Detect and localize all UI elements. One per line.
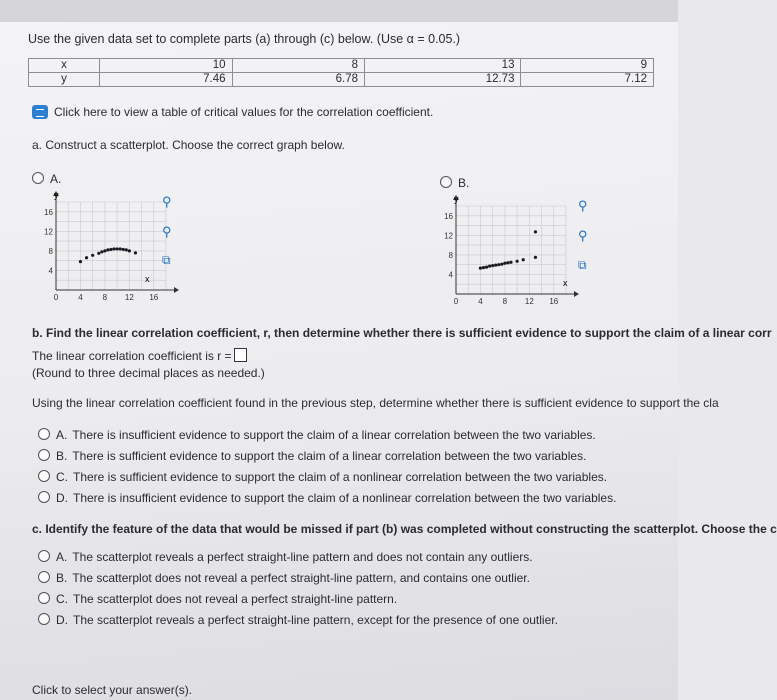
data-point xyxy=(122,248,125,251)
radio-icon[interactable] xyxy=(38,470,50,482)
data-point xyxy=(485,266,488,269)
top-bar xyxy=(0,0,678,22)
option-letter: B. xyxy=(56,571,68,585)
data-point xyxy=(128,249,131,252)
table-icon xyxy=(32,105,48,119)
option-text: There is sufficient evidence to support the claim of a linear correlation between the two variables. xyxy=(72,449,587,463)
table-row-x xyxy=(29,59,654,73)
data-point xyxy=(522,258,525,261)
table-cell: 8 xyxy=(232,59,365,73)
enlarge-icon[interactable]: ⧉ xyxy=(162,253,171,267)
x-tick-label: 4 xyxy=(478,297,483,306)
radio-icon[interactable] xyxy=(38,449,50,461)
footer-instruction: Click to select your answer(s). xyxy=(32,683,193,697)
y-tick-label: 16 xyxy=(444,211,453,221)
part-b-using-text: Using the linear correlation coefficient found in the previous step, determine whether there is sufficient evidence to support the cla xyxy=(32,396,719,410)
r-label: The linear correlation coefficient is r = xyxy=(32,349,232,363)
table-cell: 12.73 xyxy=(365,73,521,87)
option-text: The scatterplot does not reveal a perfect straight-line pattern. xyxy=(73,592,398,606)
x-header: x xyxy=(29,59,100,73)
data-point xyxy=(119,247,122,250)
option-b-graph-radio[interactable] xyxy=(440,176,469,190)
x-axis-arrow xyxy=(174,287,179,293)
part-a-text: a. Construct a scatterplot. Choose the correct graph below. xyxy=(32,138,345,152)
scatterplot-a xyxy=(30,192,190,312)
x-tick-label: 8 xyxy=(102,293,108,302)
part-c-option-a[interactable] xyxy=(38,550,533,564)
y-tick-label: 16 xyxy=(44,207,53,217)
part-c-text: c. Identify the feature of the data that would be missed if part (b) was completed without constructing the scatterplot. Choose the c xyxy=(32,522,777,536)
question-prompt: Use the given data set to complete parts (a) through (c) below. (Use α = 0.05.) xyxy=(28,32,461,46)
data-point xyxy=(534,230,537,233)
data-point xyxy=(134,251,137,254)
data-table xyxy=(28,58,654,87)
option-letter: C. xyxy=(56,592,68,606)
radio-icon[interactable] xyxy=(38,613,50,625)
table-cell: 7.46 xyxy=(100,73,233,87)
zoom-in-icon[interactable]: ⚲ xyxy=(162,194,172,209)
part-c-option-d[interactable] xyxy=(38,613,558,627)
option-letter: B. xyxy=(56,449,68,463)
scatterplot-b xyxy=(430,196,590,316)
critical-values-link-text[interactable]: Click here to view a table of critical values for the correlation coefficient. xyxy=(54,105,434,119)
zoom-out-icon[interactable]: ⚲ xyxy=(162,224,172,239)
part-c-option-c[interactable] xyxy=(38,592,397,606)
y-tick-label: 4 xyxy=(448,270,453,280)
data-point xyxy=(79,260,82,263)
x-tick-label: 0 xyxy=(53,293,59,302)
radio-icon[interactable] xyxy=(38,550,50,562)
x-tick-label: 16 xyxy=(149,293,159,302)
x-axis-label: x xyxy=(563,278,568,288)
x-tick-label: 12 xyxy=(524,297,534,306)
option-letter: C. xyxy=(56,470,68,484)
data-point xyxy=(500,263,503,266)
data-point xyxy=(534,256,537,259)
data-point xyxy=(112,247,115,250)
table-cell: 6.78 xyxy=(232,73,365,87)
option-text: The scatterplot reveals a perfect straight-line pattern, except for the presence of one outlier. xyxy=(73,613,558,627)
data-point xyxy=(503,262,506,265)
x-tick-label: 16 xyxy=(549,297,559,306)
radio-icon[interactable] xyxy=(38,592,50,604)
radio-icon[interactable] xyxy=(38,428,50,440)
data-point xyxy=(97,252,100,255)
data-point xyxy=(482,266,485,269)
option-a-graph-radio[interactable] xyxy=(32,172,61,186)
data-point xyxy=(103,249,106,252)
y-axis-label: y xyxy=(54,190,59,200)
option-a-label: A. xyxy=(50,172,62,186)
r-prompt xyxy=(32,348,247,363)
option-letter: A. xyxy=(56,550,68,564)
x-axis-arrow xyxy=(574,291,579,297)
y-tick-label: 12 xyxy=(444,231,453,241)
data-point xyxy=(100,250,103,253)
critical-values-link[interactable] xyxy=(32,105,433,119)
y-tick-label: 12 xyxy=(44,227,53,237)
data-point xyxy=(125,248,128,251)
option-text: There is insufficient evidence to support the claim of a nonlinear correlation between the two variables. xyxy=(73,491,617,505)
x-tick-label: 8 xyxy=(502,297,508,306)
part-b-option-a[interactable] xyxy=(38,428,596,442)
data-point xyxy=(116,247,119,250)
data-point xyxy=(91,254,94,257)
data-point xyxy=(497,263,500,266)
option-letter: A. xyxy=(56,428,68,442)
data-point xyxy=(491,264,494,267)
x-axis-label: x xyxy=(145,274,150,284)
data-point xyxy=(494,264,497,267)
table-row-y xyxy=(29,73,654,87)
y-tick-label: 4 xyxy=(48,266,53,276)
x-tick-label: 4 xyxy=(78,293,83,302)
data-point xyxy=(479,266,482,269)
y-header: y xyxy=(29,73,100,87)
radio-icon[interactable] xyxy=(38,491,50,503)
option-text: There is sufficient evidence to support the claim of a nonlinear correlation between the two variables. xyxy=(73,470,608,484)
part-b-option-d[interactable] xyxy=(38,491,616,505)
radio-icon[interactable] xyxy=(32,172,44,184)
table-cell: 13 xyxy=(365,59,521,73)
radio-icon[interactable] xyxy=(38,571,50,583)
table-cell: 10 xyxy=(100,59,233,73)
data-point xyxy=(506,261,509,264)
part-b-text: b. Find the linear correlation coefficient, r, then determine whether there is sufficient evidence to support the claim of a linear corr xyxy=(32,326,772,340)
table-cell: 9 xyxy=(521,59,654,73)
zoom-out-icon[interactable]: ⚲ xyxy=(578,228,588,243)
data-point xyxy=(488,265,491,268)
y-axis-label: y xyxy=(454,194,459,204)
option-text: The scatterplot does not reveal a perfect straight-line pattern, and contains one outlier. xyxy=(72,571,530,585)
option-text: The scatterplot reveals a perfect straight-line pattern and does not contain any outliers. xyxy=(72,550,533,564)
y-tick-label: 8 xyxy=(48,246,53,256)
data-point xyxy=(516,260,519,263)
enlarge-icon[interactable]: ⧉ xyxy=(578,258,587,272)
part-b-option-c[interactable] xyxy=(38,470,607,484)
zoom-in-icon[interactable]: ⚲ xyxy=(578,198,588,213)
data-point xyxy=(106,248,109,251)
y-tick-label: 8 xyxy=(448,250,453,260)
option-letter: D. xyxy=(56,491,68,505)
x-tick-label: 0 xyxy=(453,297,459,306)
option-b-label: B. xyxy=(458,176,470,190)
table-cell: 7.12 xyxy=(521,73,654,87)
option-letter: D. xyxy=(56,613,68,627)
round-note: (Round to three decimal places as needed.) xyxy=(32,366,265,380)
r-answer-input[interactable] xyxy=(234,348,247,362)
option-text: There is insufficient evidence to support the claim of a linear correlation between the two variables. xyxy=(72,428,596,442)
x-tick-label: 12 xyxy=(124,293,134,302)
data-point xyxy=(85,256,88,259)
data-point xyxy=(509,261,512,264)
part-c-option-b[interactable] xyxy=(38,571,530,585)
part-b-option-b[interactable] xyxy=(38,449,586,463)
radio-icon[interactable] xyxy=(440,176,452,188)
data-point xyxy=(109,248,112,251)
